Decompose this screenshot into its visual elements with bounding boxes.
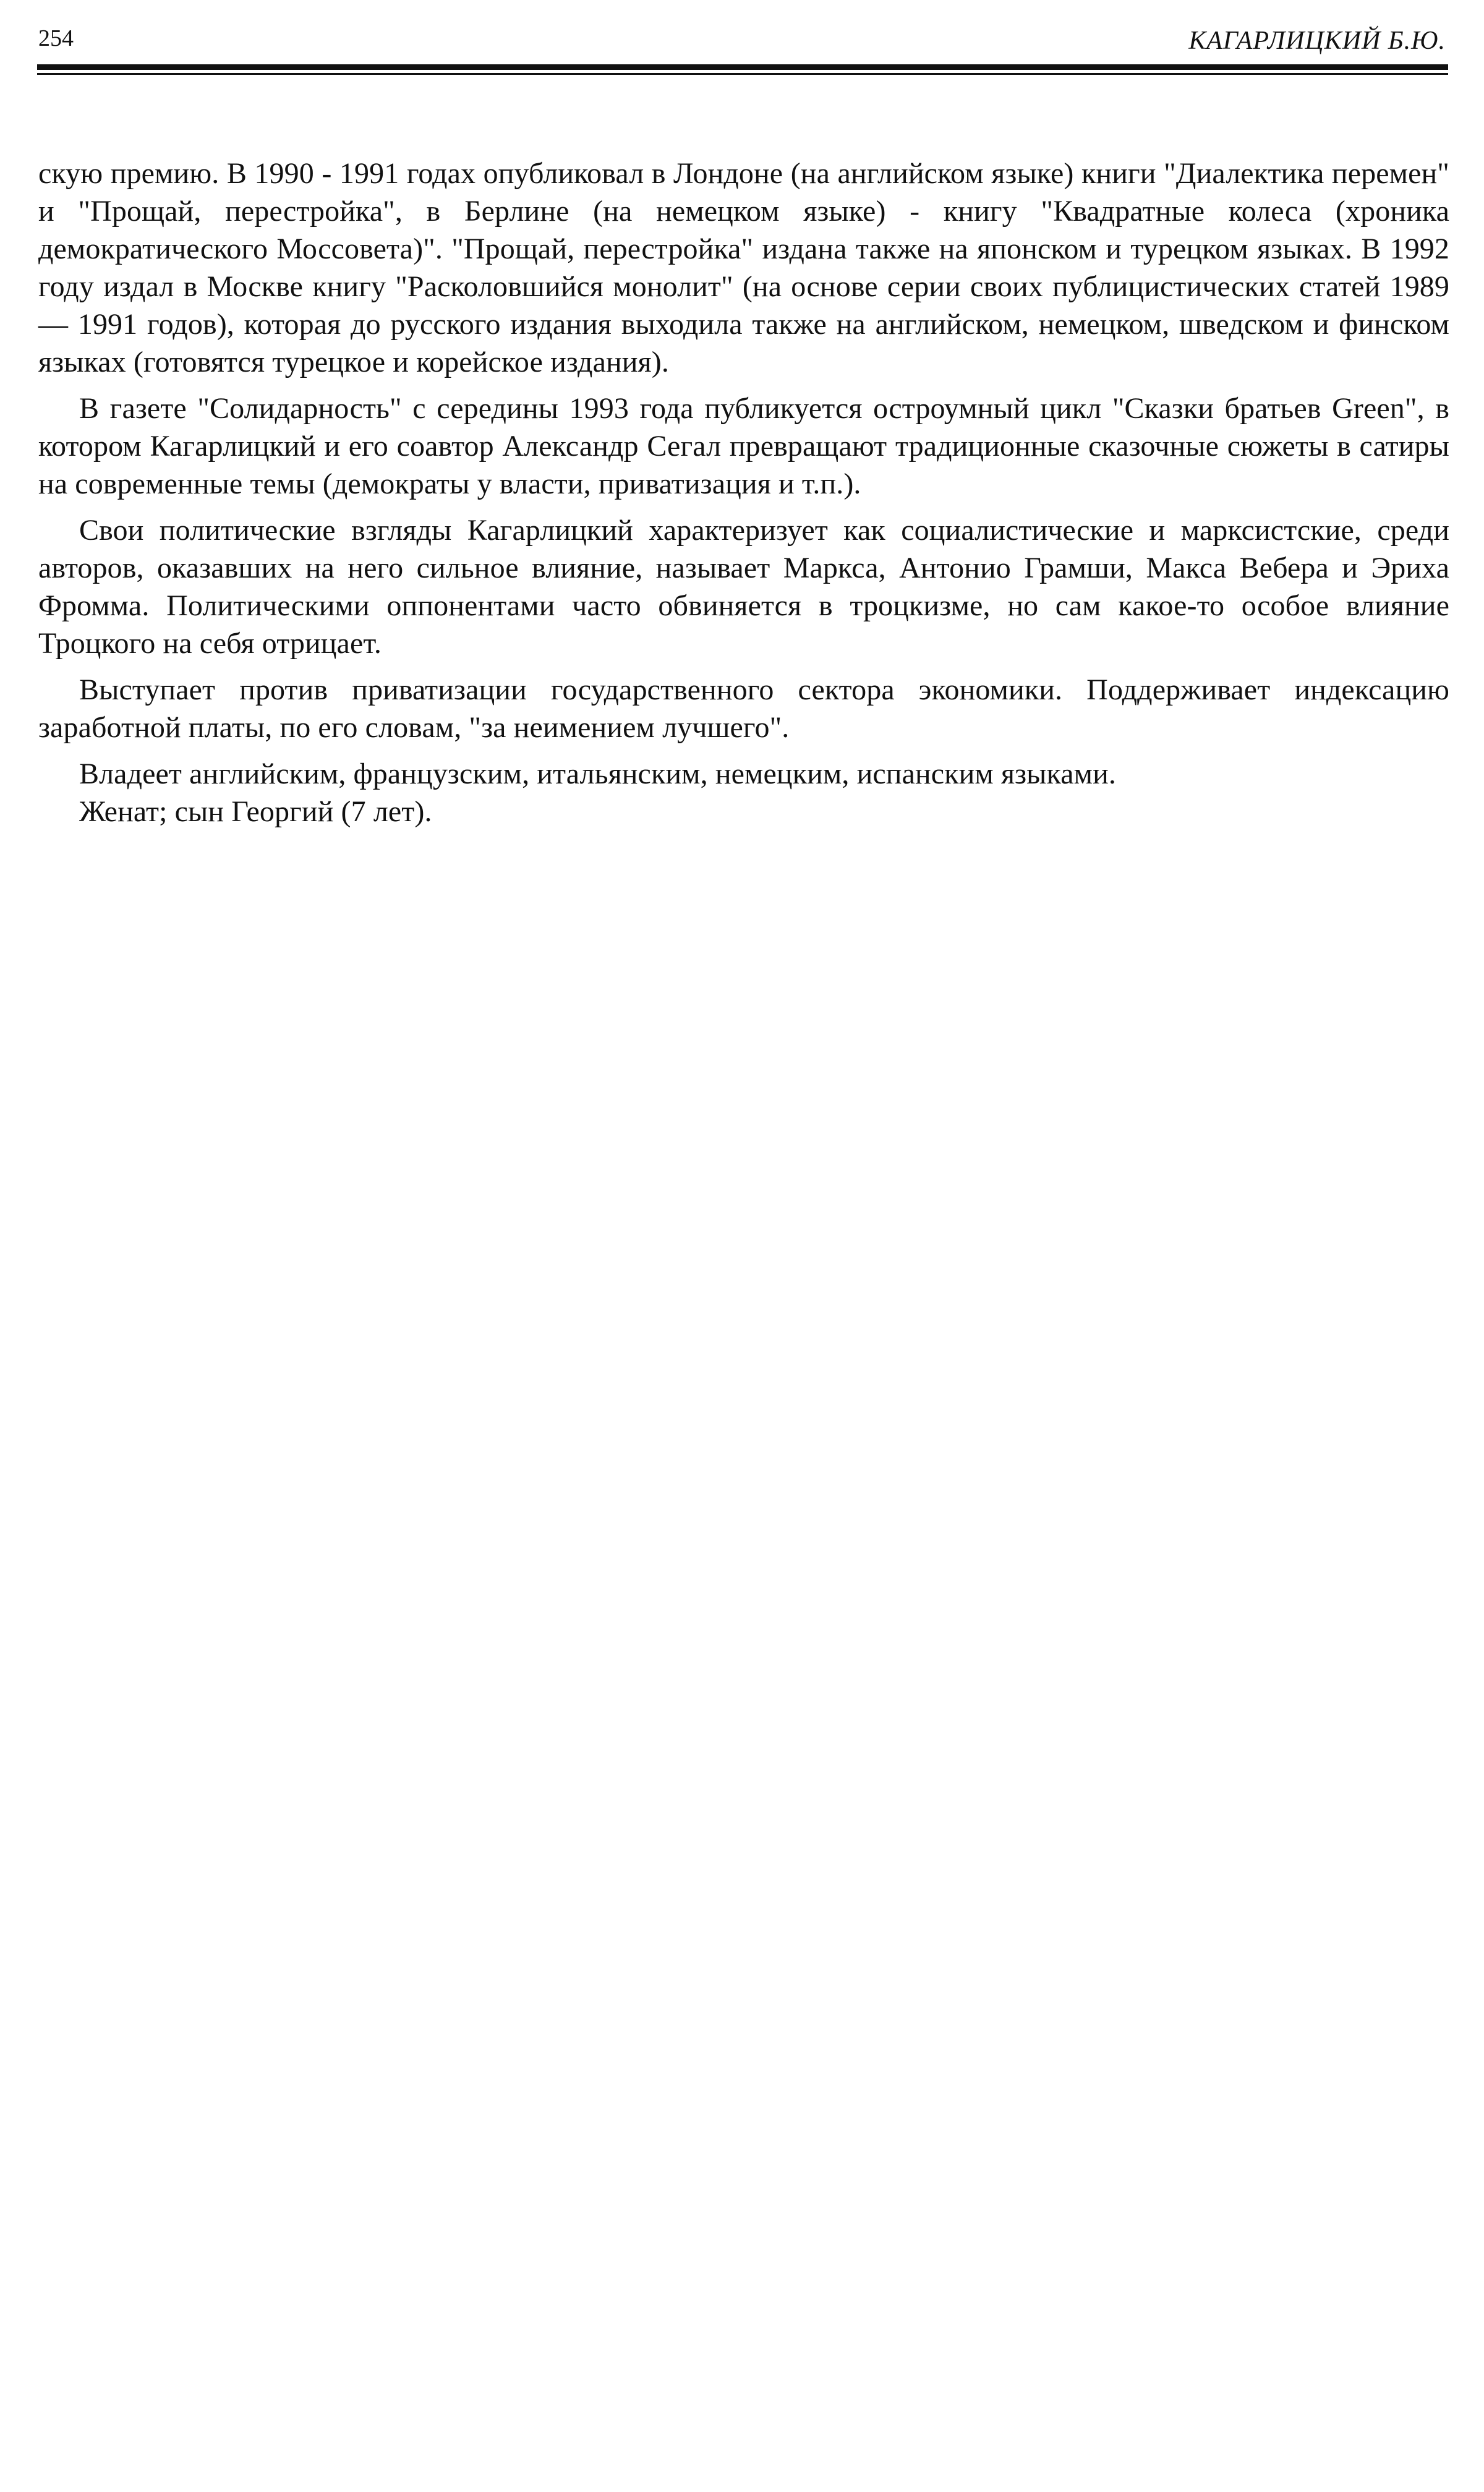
- paragraph-family: Женат; сын Георгий (7 лет).: [79, 795, 432, 828]
- header-rule-thin: [37, 73, 1448, 75]
- paragraph-solidarnost: В газете "Солидарность" с середины 1993 года публикуется остроумный цикл "Сказки братьев Green", в котором Кагарлицкий и его соавтор Александр Сегал превращают традиционные сказочные сюжеты в сатиры на современные темы (демократы у власти, приватизация и т.п.).: [38, 392, 1449, 500]
- body-text: [38, 155, 1449, 830]
- paragraph-political-views: Свои политические взгляды Кагарлицкий характеризует как социалистические и марксистские, среди авторов, оказавших на него сильное влияние, называет Маркса, Антонио Грамши, Макса Вебера и Эриха Фромма. Политическими оппонентами часто обвиняется в троцкизме, но сам какое-то особое влияние Троцкого на себя отрицает.: [38, 514, 1449, 660]
- paragraph-languages: Владеет английским, французским, итальянским, немецким, испанским языками.: [79, 757, 1116, 790]
- header-rule-thick: [37, 64, 1448, 70]
- page-number: 254: [38, 25, 74, 51]
- paragraph-economics: Выступает против приватизации государственного сектора экономики. Поддерживает индексацию заработной платы, по его словам, "за неимением лучшего".: [38, 673, 1449, 744]
- paragraph-prize-and-books: скую премию. В 1990 - 1991 годах опубликовал в Лондоне (на английском языке) книги "Диалектика перемен" и "Прощай, перестройка", в Берлине (на немецком языке) - книгу "Квадратные колеса (хроника демократического Моссовета)". "Прощай, перестройка" издана также на японском и турецком языках. В 1992 году издал в Москве книгу "Расколовшийся монолит" (на основе серии своих публицистических статей 1989 — 1991 годов), которая до русского издания выходила также на английском, немецком, шведском и финском языках (готовятся турецкое и корейское издания).: [38, 157, 1449, 378]
- running-head: КАГАРЛИЦКИЙ Б.Ю.: [1188, 27, 1446, 55]
